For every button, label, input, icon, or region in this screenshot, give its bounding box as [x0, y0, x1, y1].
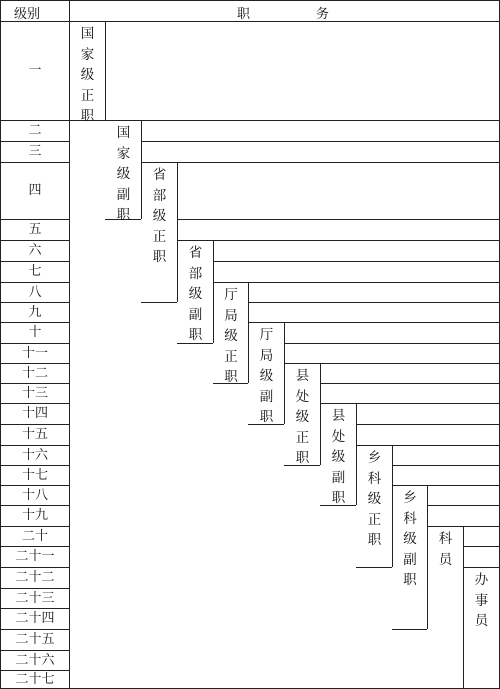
position-6: 厅 局 级 副 职: [259, 327, 274, 425]
level-cell: 十五: [21, 427, 48, 442]
level-cell: 二十三: [15, 590, 55, 606]
position-3: 省 部 级 正 职: [152, 167, 167, 265]
level-cell: 八: [28, 284, 42, 300]
row-divider: [320, 383, 499, 384]
level-cell: 十六: [21, 447, 48, 463]
position-5: 厅 局 级 正 职: [224, 287, 238, 385]
position-block-bottom: [141, 302, 177, 303]
row-divider: [177, 240, 499, 241]
position-block-edge: [105, 21, 106, 120]
position-11: 科 员: [438, 531, 453, 568]
level-cell: 二十二: [15, 570, 55, 585]
row-divider: [427, 526, 499, 527]
position-block-bottom: [356, 567, 392, 568]
row-divider: [463, 546, 499, 547]
position-12: 办 事 员: [474, 572, 489, 629]
row-divider: [284, 363, 499, 364]
level-cell: 二十五: [15, 632, 55, 647]
header-duty-1: 职: [237, 7, 251, 22]
level-cell: 四: [28, 183, 42, 198]
position-4: 省 部 级 副 职: [188, 245, 203, 343]
header-duty-2: 务: [316, 7, 330, 22]
level-cell: 二十四: [15, 611, 55, 626]
level-cell: 五: [28, 222, 42, 237]
level-cell: 三: [28, 144, 42, 159]
row-divider: [248, 322, 499, 323]
level-cell: 一: [28, 63, 42, 78]
row-divider: [213, 261, 499, 262]
position-2: 国 家 级 副 职: [116, 125, 131, 223]
border-top: [0, 0, 500, 1]
row-divider: [427, 505, 499, 506]
position-9: 乡 科 级 正 职: [367, 450, 382, 548]
level-cell: 十: [28, 325, 42, 340]
level-cell: 二十七: [15, 671, 55, 687]
level-cell: 二十六: [15, 652, 55, 668]
row-divider: [320, 403, 499, 404]
position-block-bottom: [392, 629, 427, 630]
row-divider: [141, 141, 499, 142]
level-cell: 十七: [21, 467, 48, 483]
header-level: 级别: [14, 7, 41, 22]
row-divider: [177, 219, 499, 220]
level-cell: 十三: [21, 385, 48, 401]
level-cell: 六: [28, 243, 42, 258]
level-cell: 二十一: [15, 549, 55, 564]
level-cell: 十四: [21, 406, 48, 421]
level-cell: 十一: [21, 345, 48, 361]
position-8: 县 处 级 副 职: [331, 408, 346, 506]
level-cell: 二十: [21, 528, 48, 544]
position-10: 乡 科 级 副 职: [403, 490, 417, 588]
row-divider: [69, 120, 499, 121]
row-divider: [356, 445, 499, 446]
level-cell: 十二: [21, 365, 48, 381]
row-divider: [392, 465, 499, 466]
level-cell: 十九: [21, 508, 48, 523]
row-divider: [141, 162, 499, 163]
row-divider: [356, 424, 499, 425]
level-cell: 七: [28, 264, 42, 279]
position-1: 国 家 级 正 职: [80, 26, 95, 124]
level-cell: 十八: [21, 487, 48, 503]
row-divider: [284, 343, 499, 344]
row-divider: [248, 302, 499, 303]
row-divider: [463, 567, 499, 568]
row-divider: [213, 282, 499, 283]
row-divider: [392, 485, 499, 486]
position-7: 县 处 级 正 职: [295, 368, 310, 466]
level-cell: 二: [28, 123, 42, 138]
level-cell: 九: [28, 304, 42, 320]
